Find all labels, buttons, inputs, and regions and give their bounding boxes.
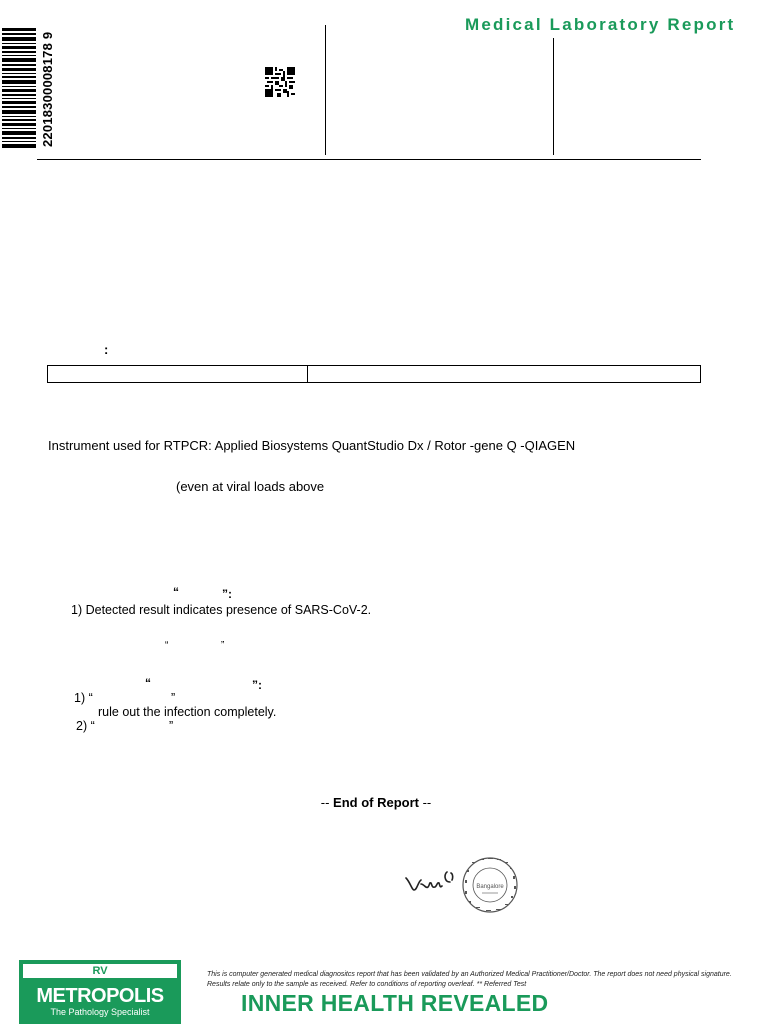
signature-stamp <box>402 856 524 914</box>
stamp-city: Bangalore <box>476 884 504 890</box>
notdetected-item-2-prefix: 2) “ <box>76 719 95 733</box>
header-divider-1 <box>325 25 326 155</box>
viral-loads-fragment: (even at viral loads above <box>176 479 325 494</box>
notdetected-item-1-close-quote: ” <box>171 691 176 705</box>
notdetected-item-1-prefix: 1) “ <box>74 691 93 705</box>
qr-code <box>265 67 295 97</box>
barcode <box>2 28 36 148</box>
result-table-cell-left <box>48 366 308 382</box>
logo-tagline: The Pathology Specialist <box>50 1007 150 1017</box>
notdetected-item-1-continuation: rule out the infection completely. <box>98 705 277 719</box>
end-of-report-label: End of Report <box>333 795 419 810</box>
instrument-line: Instrument used for RTPCR: Applied Biosystems QuantStudio Dx / Rotor -gene Q -QIAGEN <box>48 438 576 453</box>
detected-item-1: 1) Detected result indicates presence of SARS-CoV-2. <box>71 603 372 617</box>
barcode-number: 22018300008178 9 <box>40 31 55 147</box>
notdetected-heading-close-quote: ”: <box>252 678 262 692</box>
notdetected-item-2-close-quote: ” <box>169 719 174 733</box>
notdetected-heading-open-quote: “ <box>145 676 151 690</box>
logo-name: METROPOLIS <box>36 985 164 1007</box>
detected-heading-open-quote: “ <box>173 585 179 599</box>
detected-heading-close-quote: ”: <box>222 587 232 601</box>
header-rule <box>37 159 701 160</box>
end-dash-left: -- <box>320 795 334 810</box>
signature-icon <box>406 872 453 890</box>
disclaimer <box>207 970 737 990</box>
note-close-quote: ” <box>221 640 225 651</box>
report-title: Medical Laboratory Report <box>465 15 736 34</box>
disclaimer-line-1: This is computer generated medical diagnositcs report that has been validated by an Authorized Medical Practitioner/Doctor. The report does not need physical signature. <box>207 971 732 978</box>
disclaimer-line-2: Results relate only to the sample as received. Refer to conditions of reporting overleaf. ** Referred Test <box>207 981 527 988</box>
note-open-quote: “ <box>165 640 169 651</box>
result-table-cell-right <box>308 366 700 382</box>
field-separator: : <box>104 342 109 357</box>
end-dash-right: -- <box>418 795 432 810</box>
header-divider-2 <box>553 38 554 155</box>
metropolis-logo <box>19 960 181 1024</box>
slogan: INNER HEALTH REVEALED <box>241 990 549 1016</box>
end-of-report <box>0 795 752 810</box>
logo-rv: RV <box>23 964 177 978</box>
result-table <box>47 365 701 383</box>
